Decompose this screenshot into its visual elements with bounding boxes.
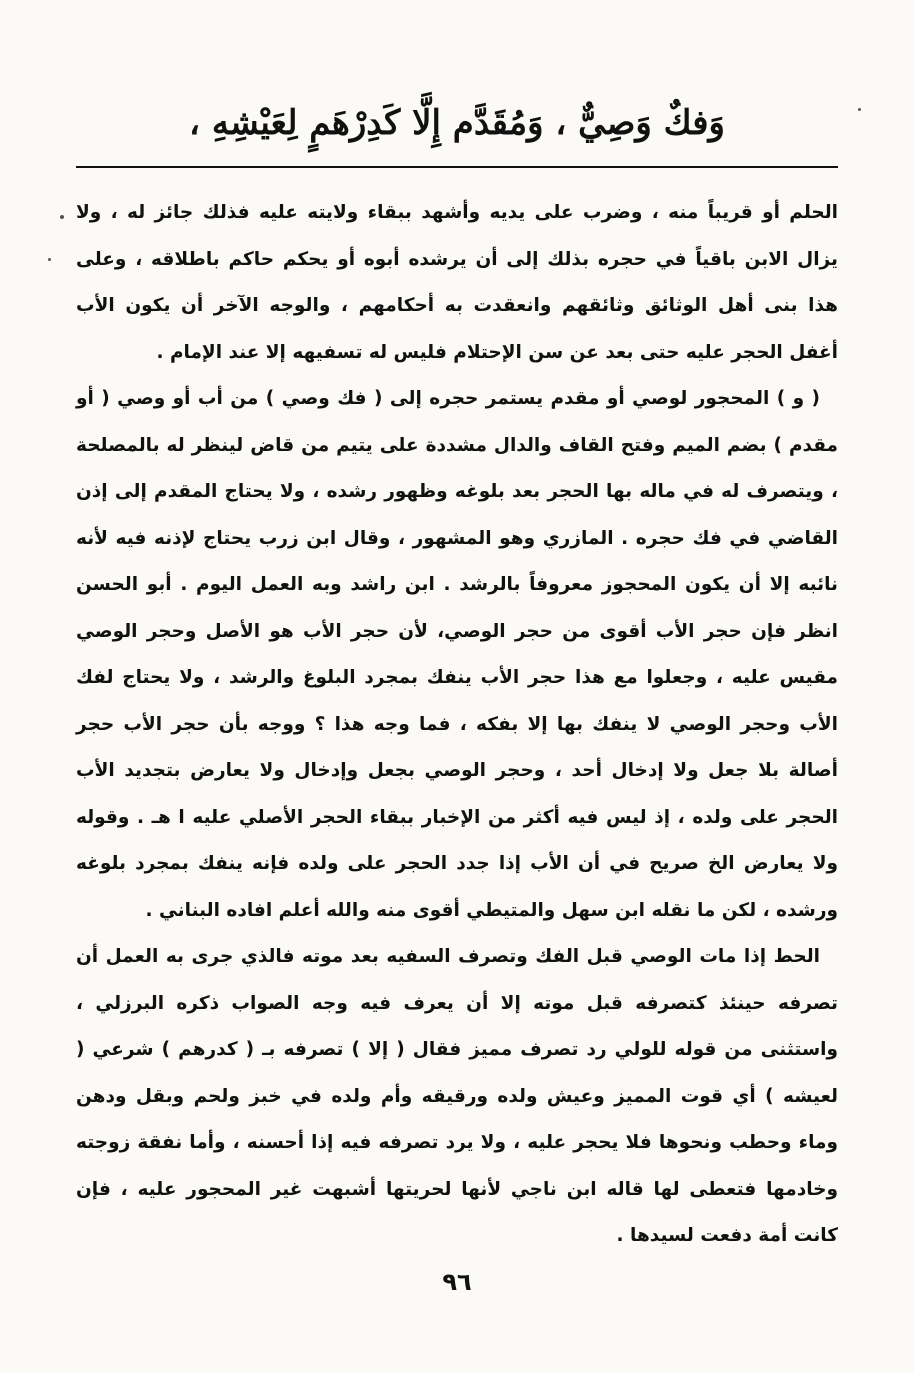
ink-speck — [60, 215, 64, 219]
paragraph-1: الحلم أو قريباً منه ، وضرب على يديه وأشهد ببقاء ولايته عليه فذلك جائز له ، ولا يزال الابن باقياً في حجره بذلك إلى أن يرشده أبوه أو يحكم حاكم باطلاقه ، وعلى هذا بنى أهل الوثائق وثائقهم وانعقدت به أحكامهم ، والوجه الآخر أن يكون الأب أغفل الحجر عليه حتى بعد عن سن الإحتلام فليس له تسفيهه إلا عند الإمام . — [76, 202, 838, 363]
ink-speck — [858, 108, 861, 111]
running-header — [80, 88, 834, 158]
header-divider — [76, 166, 838, 168]
page-number: ٩٦ — [442, 1268, 472, 1296]
body-text — [76, 190, 838, 1260]
ink-speck — [48, 258, 51, 261]
paragraph-3: الحط إذا مات الوصي قبل الفك وتصرف السفيه بعد موته فالذي جرى به العمل أن تصرفه حينئذ كتصرفه قبل موته إلا أن يعرف فيه وجه الصواب ذكره البرزلي ، واستثنى من قوله للولي رد تصرف مميز فقال ( إلا ) تصرفه بـ ( كدرهم ) شرعي ( لعيشه ) أي قوت المميز وعيش ولده ورقيقه وأم ولده في خبز ولحم وبقل ودهن وماء وحطب ونحوها فلا يحجر عليه ، ولا يرد تصرفه فيه إذا أحسنه ، وأما نفقة زوجته وخادمها فتعطى لها قاله ابن ناجي لأنها لحريتها أشبهت غير المحجور عليه ، فإن كانت أمة دفعت لسيدها . — [76, 946, 838, 1246]
paragraph-2: ( و ) المحجور لوصي أو مقدم يستمر حجره إلى ( فك وصي ) من أب أو وصي ( أو مقدم ) بضم الميم وفتح القاف والدال مشددة على يتيم من قاض لينظر له بالمصلحة ، ويتصرف له في ماله بها الحجر بعد بلوغه وظهور رشده ، ولا يحتاج المقدم إلى إذن القاضي في فك حجره . المازري وهو المشهور ، وقال ابن زرب يحتاج لإذنه فيه لأنه نائبه إلا أن يكون المحجوز معروفاً بالرشد . ابن راشد وبه العمل اليوم . أبو الحسن انظر فإن حجر الأب أقوى من حجر الوصي، لأن حجر الأب هو الأصل وحجر الوصي مقيس عليه ، وجعلوا مع هذا حجر الأب ينفك بمجرد البلوغ والرشد ، ولا يحتاج لفك الأب وحجر الوصي لا ينفك بها إلا بفكه ، فما وجه هذا ؟ ووجه بأن حجر الأب حجر أصالة بلا جعل ولا إدخال أحد ، وحجر الوصي بجعل وإدخال ولا يعارض بتجديد الأب الحجر على ولده ، إذ ليس فيه أكثر من الإخبار ببقاء الحجر الأصلي عليه ا هـ . وقوله ولا يعارض الخ صريح في أن الأب إذا جدد الحجر على ولده فإنه ينفك بمجرد بلوغه ورشده ، لكن ما نقله ابن سهل والمتيطي أقوى منه والله أعلم افاده البناني . — [76, 388, 838, 921]
header-title: وَفكٌ وَصِيٌّ ، وَمُقَدَّم إِلَّا كَدِرْهَمٍ لِعَيْشِهِ ، — [189, 103, 725, 143]
